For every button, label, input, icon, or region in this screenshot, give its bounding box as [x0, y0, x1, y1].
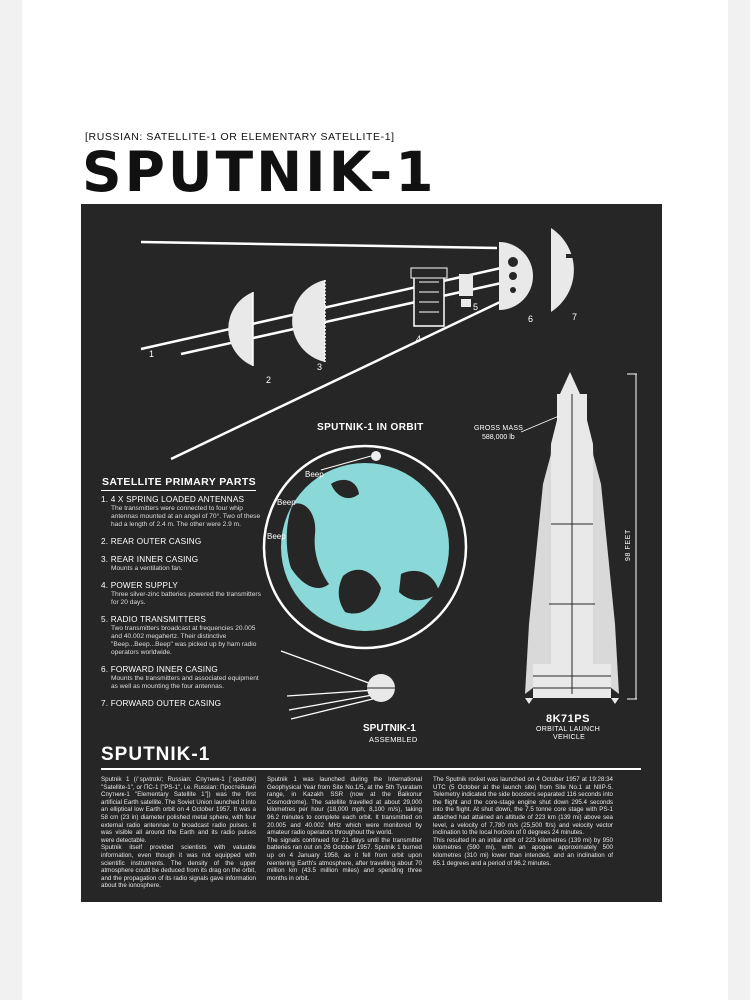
rocket-nozzle	[525, 698, 533, 704]
casing-slot	[566, 254, 578, 258]
rocket-name: 8K71PS	[546, 713, 590, 725]
infographic-panel	[81, 204, 662, 902]
rocket-subtitle: VEHICLE	[553, 734, 586, 741]
paragraph: The signals continued for 21 days until the transmitter batteries ran out on 26 October 1957. Sputnik 1 burned up on 4 January 1958, as it fell from orbit upon reentering Earth's atmosphere, after travelling about 70 million km (43.5 million miles) and spending three months in orbit.	[267, 836, 422, 882]
part-title: 3. REAR INNER CASING	[101, 555, 199, 564]
part-description: Three silver-zinc batteries powered the transmitters for 20 days.	[111, 591, 261, 606]
part-title: 2. REAR OUTER CASING	[101, 537, 202, 546]
part-description: Mounts the transmitters and associated equipment as well as mounting the four antennas.	[111, 675, 259, 690]
paragraph: This resulted in an initial orbit of 223 kilometres (139 mi) by 950 kilometres (590 mi), with an apogee approximately 500 kilometres (310 mi) lower than intended, and an inclination of 65.1 degrees and a period of 96.2 minutes.	[433, 836, 613, 867]
parts-list-rule	[101, 490, 256, 491]
part-number: 6	[528, 314, 534, 324]
part-description: The transmitters were connected to four whip antennas mounted at an angel of 70°. Two of these had a length of 2.4 m. The other were 2.9 m.	[111, 505, 261, 528]
rear-outer-casing	[228, 292, 253, 366]
forward-outer-casing	[551, 228, 574, 312]
antenna-line	[291, 697, 381, 719]
part-title: 4. POWER SUPPLY	[101, 581, 179, 590]
list-item	[101, 494, 261, 529]
rocket-nose	[560, 372, 580, 394]
part-title: 6. FORWARD INNER CASING	[101, 665, 218, 674]
section-rule	[101, 768, 641, 770]
antenna-line	[287, 690, 376, 696]
beep-label: Beep	[277, 498, 296, 507]
part-title: 1. 4 X SPRING LOADED ANTENNAS	[101, 495, 245, 504]
paragraph: Sputnik itself provided scientists with valuable information, even though it was not equipped with scientific instruments. The density of the upper atmosphere could be deduced from its drag on the orbit, and the propagation of its radio signals gave information about the ionosphere.	[101, 844, 256, 890]
text-column-2	[267, 776, 422, 882]
list-item	[101, 580, 261, 607]
paragraph: The Sputnik rocket was launched on 4 October 1957 at 19:28:34 UTC (5 October at the launch site) from Site No.1 at NIIP-5. Telemetry indicated the side boosters separated 116 seconds into the flight and the core-stage engine shut down 295.4 seconds into the flight. At shut down, the 7.5 tonne core stage with PS-1 attached had attained an altitude of 223 km (139 mi) above sea level, a velocity of 7,780 m/s (25,500 ft/s) and velocity vector inclination to the local horizon of 0 degrees 24 minutes.	[433, 776, 613, 837]
part-number: 5	[473, 302, 479, 312]
part-number: 7	[572, 312, 578, 322]
rocket-nozzle	[611, 698, 619, 704]
casing-port	[509, 272, 517, 280]
height-label: 98 FEET	[625, 529, 632, 561]
r7-rocket	[525, 372, 619, 704]
list-item	[101, 614, 261, 657]
poster-title: SPUTNIK-1	[82, 140, 437, 204]
beep-label: Beep	[267, 532, 286, 541]
transmitter-detail	[461, 299, 471, 307]
rocket-right-booster	[593, 454, 619, 694]
rocket-left-booster	[525, 454, 551, 694]
section-title: SPUTNIK-1	[101, 744, 211, 765]
part-description: Mounts a ventilation fan.	[111, 565, 183, 572]
antenna-line	[281, 651, 377, 686]
radio-transmitters	[459, 274, 473, 296]
assembled-sputnik	[281, 651, 395, 719]
beep-label: Beep	[305, 470, 324, 479]
parts-list	[101, 494, 261, 716]
assembled-title: SPUTNIK-1	[363, 723, 416, 734]
paragraph: Sputnik 1 was launched during the International Geophysical Year from Site No.1/5, at the 5th Tyuratam range, in Kazakh SSR (now at the Baikonur Cosmodrome). The satellite travelled at about 29,000 kilometres per hour (18,000 mph; 8,100 m/s), taking 96.2 minutes to complete each orbit. It transmitted on 20.005 and 40.002 MHz which were monitored by amateur radio operators throughout the world.	[267, 776, 422, 837]
battery-top	[411, 268, 447, 278]
rear-inner-casing	[292, 280, 325, 362]
poster-subtitle: [RUSSIAN: SATELLITE-1 OR ELEMENTARY SATELLITE-1]	[85, 131, 395, 143]
part-title: 7. FORWARD OUTER CASING	[101, 699, 222, 708]
list-item	[101, 554, 261, 573]
gross-mass-value: 588,000 lb	[482, 434, 515, 441]
parts-list-title: SATELLITE PRIMARY PARTS	[102, 476, 257, 488]
part-title: 5. RADIO TRANSMITTERS	[101, 615, 207, 624]
part-number: 1	[149, 349, 155, 359]
list-item	[101, 536, 261, 547]
casing-port	[508, 257, 518, 267]
list-item	[101, 664, 261, 691]
antenna-line	[289, 694, 378, 710]
orbit-title: SPUTNIK-1 IN ORBIT	[317, 422, 424, 433]
power-supply-battery	[414, 276, 444, 326]
part-number: 3	[317, 362, 323, 372]
gross-mass-leader	[521, 416, 559, 432]
list-item	[101, 698, 261, 709]
text-column-1	[101, 776, 256, 890]
text-column-3	[433, 776, 613, 867]
part-number: 4	[416, 334, 422, 344]
casing-port	[510, 287, 516, 293]
orbiting-sputnik	[371, 451, 381, 461]
gross-mass-label: GROSS MASS	[474, 425, 524, 432]
part-number: 2	[266, 375, 272, 385]
rocket-subtitle: ORBITAL LAUNCH	[536, 726, 601, 733]
antenna-line	[141, 242, 497, 248]
assembled-subtitle: ASSEMBLED	[369, 735, 418, 744]
part-description: Two transmitters broadcast at frequencies 20.005 and 40.002 megahertz. Their distinctive "Beep...Beep...Beep" was picked up by ham radio operators worldwide.	[111, 625, 257, 656]
paragraph: Sputnik 1 (/ˈspʌtnɪk/; Russian: Спутник-1 [ˈsputnʲɪk] "Satellite-1", or ПС-1 ["PS-1", i.e. Russian: Простейший Спутник-1 "Elementary Satellite 1"]) was the first artificial Earth satellite. The Soviet Union launched it into an elliptical low Earth orbit on 4 October 1957. It was a 58 cm (23 in) diameter polished metal sphere, with four external radio antennae to broadcast radio pulses. It was visible all around the Earth and its radio pulses were detectable.	[101, 776, 256, 844]
